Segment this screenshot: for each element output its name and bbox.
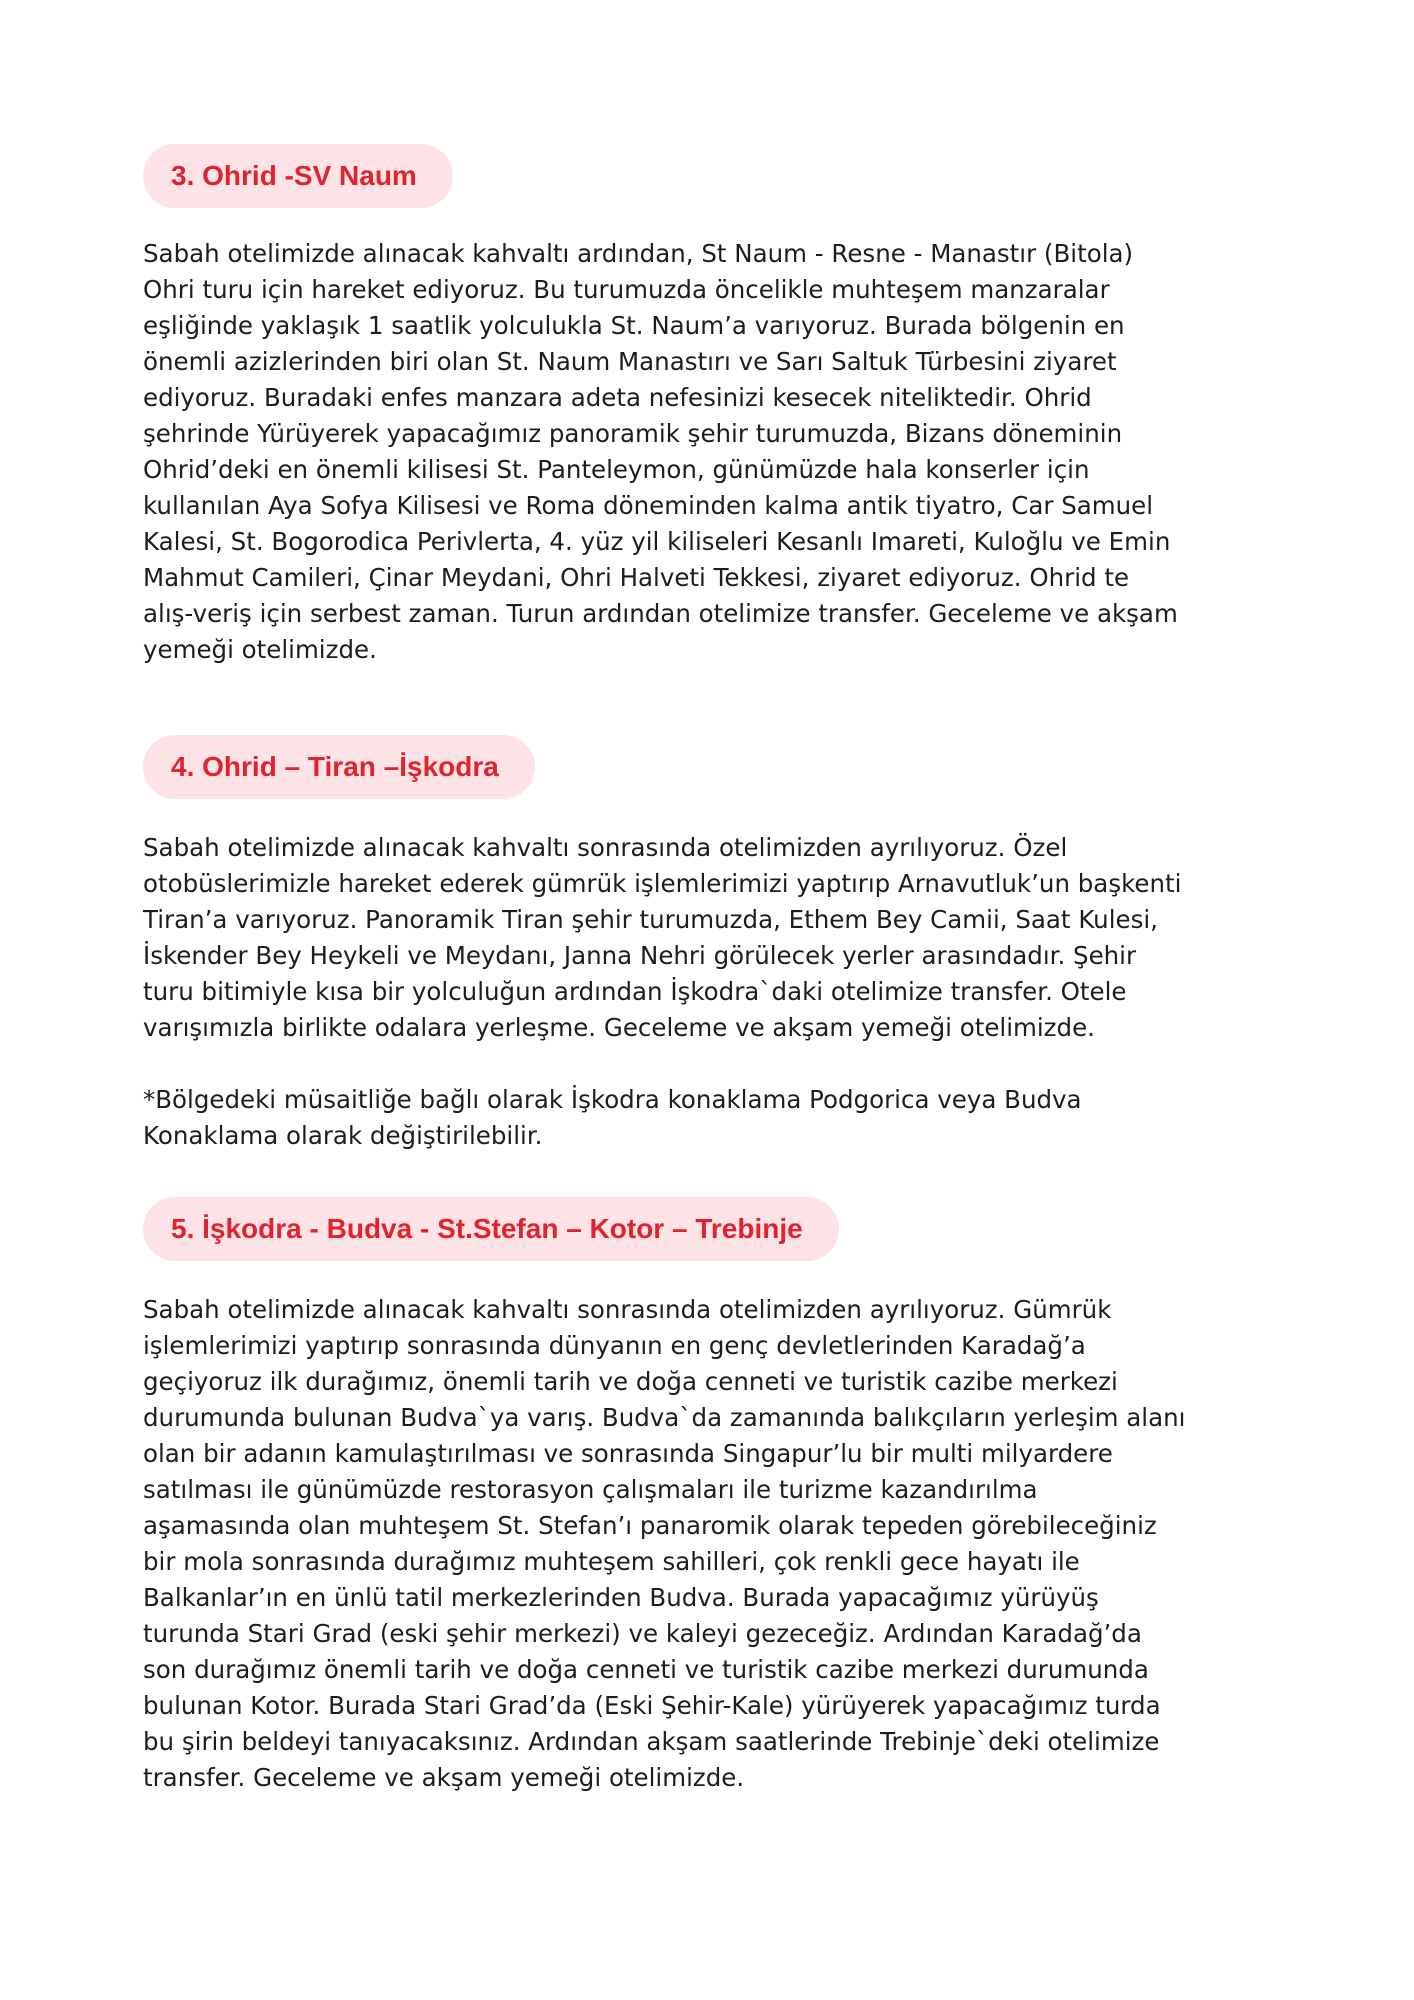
text-line: satılması ile günümüzde restorasyon çalışmaları ile turizme kazandırılma [143, 1475, 1038, 1504]
text-line: otobüslerimizle hareket ederek gümrük işlemlerimizi yaptırıp Arnavutluk’un başkenti [143, 869, 1182, 898]
text-line: Kalesi, St. Bogorodica Perivlerta, 4. yüz yil kiliseleri Kesanlı Imareti, Kuloğlu ve Emin [143, 527, 1171, 556]
text-line: bu şirin beldeyi tanıyacaksınız. Ardından akşam saatlerinde Trebinje`deki otelimize [143, 1727, 1160, 1756]
section-paragraph-day-3 [143, 236, 1303, 668]
section-title-day-5: 5. İşkodra - Budva - St.Stefan – Kotor – Trebinje [143, 1197, 839, 1261]
text-line: geçiyoruz ilk durağımız, önemli tarih ve doğa cenneti ve turistik cazibe merkezi [143, 1367, 1118, 1396]
text-line: şehrinde Yürüyerek yapacağımız panoramik şehir turumuzda, Bizans döneminin [143, 419, 1123, 448]
text-line: yemeği otelimizde. [143, 635, 377, 664]
text-line: Tiran’a varıyoruz. Panoramik Tiran şehir turumuzda, Ethem Bey Camii, Saat Kulesi, [143, 905, 1158, 934]
section-paragraph-day-4 [143, 830, 1303, 1046]
text-line: Balkanlar’ın en ünlü tatil merkezlerinden Budva. Burada yapacağımız yürüyüş [143, 1583, 1099, 1612]
section-title-day-3: 3. Ohrid -SV Naum [143, 144, 453, 208]
text-line: işlemlerimizi yaptırıp sonrasında dünyanın en genç devletlerinden Karadağ’a [143, 1331, 1086, 1360]
text-line: eşliğinde yaklaşık 1 saatlik yolculukla St. Naum’a varıyoruz. Burada bölgenin en [143, 311, 1125, 340]
section-title-day-4: 4. Ohrid – Tiran –İşkodra [143, 735, 535, 799]
text-line: ediyoruz. Buradaki enfes manzara adeta nefesinizi kesecek niteliktedir. Ohrid [143, 383, 1092, 412]
text-line: olan bir adanın kamulaştırılması ve sonrasında Singapur’lu bir multi milyardere [143, 1439, 1113, 1468]
section-note-day-4 [143, 1082, 1303, 1154]
text-line: Mahmut Camileri, Çinar Meydani, Ohri Halveti Tekkesi, ziyaret ediyoruz. Ohrid te [143, 563, 1130, 592]
text-line: Sabah otelimizde alınacak kahvaltı sonrasında otelimizden ayrılıyoruz. Özel [143, 833, 1068, 862]
text-line: durumunda bulunan Budva`ya varış. Budva`da zamanında balıkçıların yerleşim alanı [143, 1403, 1186, 1432]
text-line: varışımızla birlikte odalara yerleşme. Geceleme ve akşam yemeği otelimizde. [143, 1013, 1095, 1042]
text-line: turunda Stari Grad (eski şehir merkezi) ve kaleyi gezeceğiz. Ardından Karadağ’da [143, 1619, 1142, 1648]
text-line: Sabah otelimizde alınacak kahvaltı sonrasında otelimizden ayrılıyoruz. Gümrük [143, 1295, 1112, 1324]
text-line: bulunan Kotor. Burada Stari Grad’da (Eski Şehir-Kale) yürüyerek yapacağımız turda [143, 1691, 1161, 1720]
text-line: İskender Bey Heykeli ve Meydanı, Janna Nehri görülecek yerler arasındadır. Şehir [143, 941, 1137, 970]
text-line: aşamasında olan muhteşem St. Stefan’ı panaromik olarak tepeden görebileceğiniz [143, 1511, 1157, 1540]
section-paragraph-day-5 [143, 1292, 1303, 1796]
text-line: kullanılan Aya Sofya Kilisesi ve Roma döneminden kalma antik tiyatro, Car Samuel [143, 491, 1154, 520]
text-line: son durağımız önemli tarih ve doğa cenneti ve turistik cazibe merkezi durumunda [143, 1655, 1149, 1684]
text-line: Konaklama olarak değiştirilebilir. [143, 1121, 543, 1150]
text-line: transfer. Geceleme ve akşam yemeği otelimizde. [143, 1763, 745, 1792]
text-line: bir mola sonrasında durağımız muhteşem sahilleri, çok renkli gece hayatı ile [143, 1547, 1080, 1576]
text-line: Ohri turu için hareket ediyoruz. Bu turumuzda öncelikle muhteşem manzaralar [143, 275, 1110, 304]
text-line: Ohrid’deki en önemli kilisesi St. Panteleymon, günümüzde hala konserler için [143, 455, 1090, 484]
text-line: *Bölgedeki müsaitliğe bağlı olarak İşkodra konaklama Podgorica veya Budva [143, 1085, 1082, 1114]
text-line: alış-veriş için serbest zaman. Turun ardından otelimize transfer. Geceleme ve akşam [143, 599, 1178, 628]
text-line: Sabah otelimizde alınacak kahvaltı ardından, St Naum - Resne - Manastır (Bitola) [143, 239, 1134, 268]
text-line: turu bitimiyle kısa bir yolculuğun ardından İşkodra`daki otelimize transfer. Otele [143, 977, 1127, 1006]
text-line: önemli azizlerinden biri olan St. Naum Manastırı ve Sarı Saltuk Türbesini ziyaret [143, 347, 1117, 376]
